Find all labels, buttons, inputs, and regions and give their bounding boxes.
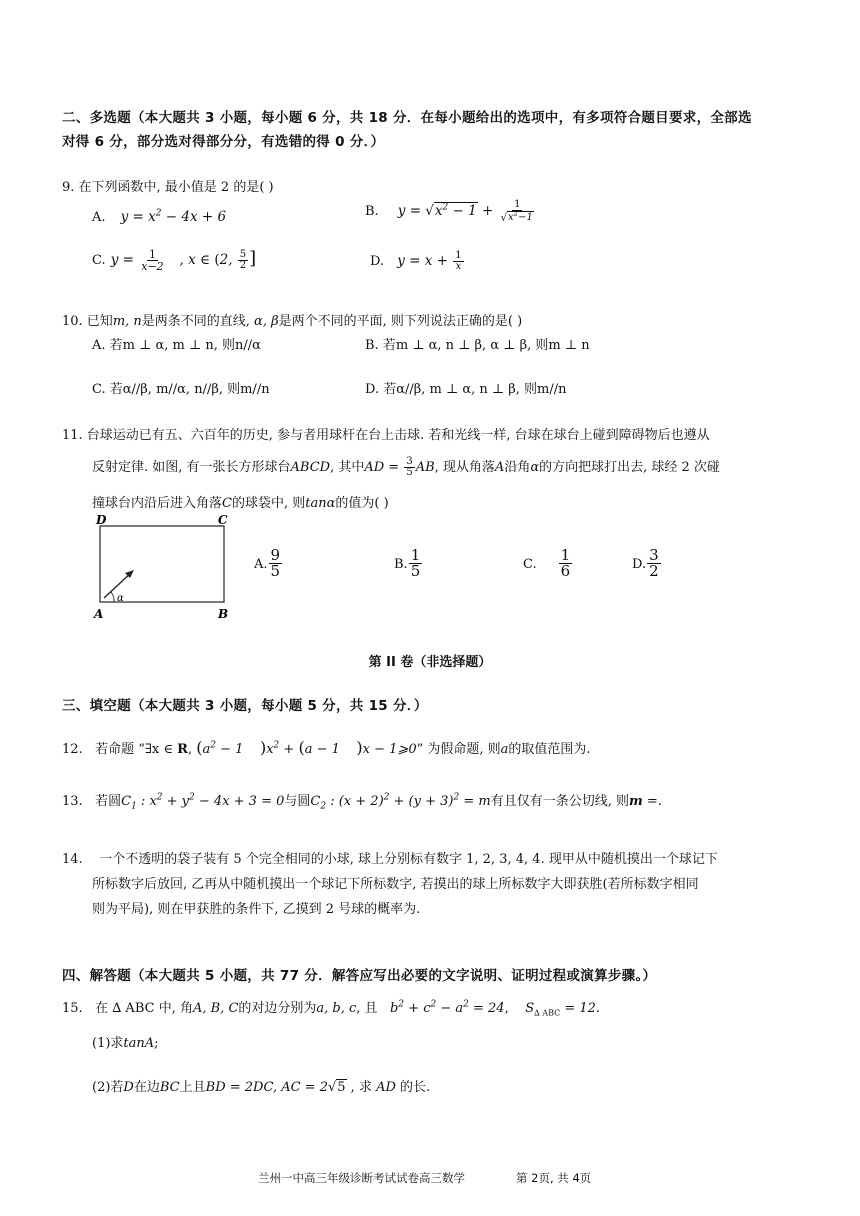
q9-option-b-formula: $y = √x^2 - 1$ + $\frac{1}{√x^2-1}$ bbox=[397, 199, 533, 224]
q11-option-c: C. $\frac{1}{6}$ bbox=[523, 546, 571, 580]
q14-line3: 则为平局), 则在甲获胜的条件下, 乙摸到 2 号球的概率为. bbox=[92, 902, 421, 917]
q9-option-a bbox=[92, 206, 226, 225]
angle-arc bbox=[111, 592, 114, 602]
corner-label-b: B bbox=[218, 607, 229, 621]
q9-option-b bbox=[365, 200, 537, 223]
section3-heading: 三、填空题（本大题共 3 小题，每小题 5 分，共 15 分．） bbox=[62, 698, 428, 714]
q9-option-c-formula: y = $\frac{1}{x-2}$ , x ∈ (2, $\frac{5}{2}$ ] bbox=[110, 248, 257, 273]
q11-option-d-label: D. bbox=[632, 557, 647, 572]
table-rectangle bbox=[100, 526, 224, 602]
section2-heading-line1: 二、多选题（本大题共 3 小题，每小题 6 分，共 18 分．在每小题给出的选项中，有多项符合题目要求，全部选 bbox=[62, 110, 752, 126]
q10-option-d: D. 若α//β, m ⊥ α, n ⊥ β, 则m//n bbox=[365, 382, 567, 397]
q9-option-c bbox=[92, 248, 256, 272]
q9-option-d-formula: y = x + $\frac{1}{x}$ bbox=[397, 250, 462, 272]
q11-option-d: D. $\frac{3}{2}$ bbox=[632, 546, 659, 580]
q13: 13. 若圆$C_1$ : $x^2 + y^2 - 4x + 3 = 0$与圆$C_2$ : $(x + 2)^2 + (y + 3)^2 = m$有且仅有一条公切线, 则m =. bbox=[62, 792, 662, 812]
q14-line1: 14. 一个不透明的袋子装有 5 个完全相同的小球, 球上分别标有数字 1, 2, 3, 4, 4. 现甲从中随机摸出一个球记下 bbox=[62, 852, 718, 867]
q11-stem-line2: 反射定律. 如图, 有一张长方形球台ABCD, 其中AD = $\frac{3}{5}$ AB, 现从角落A沿角α的方向把球打出去, 球经 2 次碰 bbox=[92, 456, 720, 478]
q9-option-a-formula: $y = x^2 - 4x + 6$ bbox=[120, 208, 227, 225]
part2-title: 第 II 卷（非选择题） bbox=[368, 655, 492, 670]
q12: 12. 若命题 “∃x ∈ R, ($a^2 - 1$ )$x^2 + (a - 1$ )x − 1⩾0” 为假命题, 则a的取值范围为. bbox=[62, 738, 591, 757]
q11-stem-line3: 撞球台内沿后进入角落C的球袋中, 则tanα的值为( ) bbox=[92, 496, 389, 511]
corner-label-d: D bbox=[96, 513, 107, 527]
q11-option-c-label: C. bbox=[523, 557, 537, 572]
q11-billiard-table-figure bbox=[90, 510, 240, 625]
q10-option-a: A. 若m ⊥ α, m ⊥ n, 则n//α bbox=[92, 338, 261, 353]
q9-option-d-label: D. bbox=[370, 254, 385, 269]
q11-option-a: A. $\frac{9}{5}$ bbox=[254, 546, 281, 580]
q9-stem: 9. 在下列函数中, 最小值是 2 的是( ) bbox=[62, 180, 274, 195]
footer-exam-title: 兰州一中高三年级诊断考试试卷高三数学 bbox=[258, 1171, 465, 1185]
angle-label-alpha: α bbox=[117, 593, 124, 604]
q9-option-d bbox=[370, 250, 465, 272]
q14-line2: 所标数字后放回, 乙再从中随机摸出一个球记下所标数字, 若摸出的球上所标数字大即获胜(若所标数字相同 bbox=[92, 877, 699, 892]
q9-option-b-label: B. bbox=[365, 204, 379, 220]
q10-stem: 10. 已知m, n是两条不同的直线, α, β是两个不同的平面, 则下列说法正确的是( ) bbox=[62, 314, 523, 329]
corner-label-a: A bbox=[94, 607, 104, 621]
q15-part2: (2)若D在边BC上且BD = 2DC, AC = 2√5 , 求 AD 的长. bbox=[92, 1080, 431, 1095]
q9-option-a-label: A. bbox=[92, 210, 106, 225]
q11-option-b-label: B. bbox=[394, 557, 408, 572]
q10-option-c: C. 若α//β, m//α, n//β, 则m//n bbox=[92, 382, 270, 397]
q15-stem: 15. 在 ∆ ABC 中, 角A, B, C的对边分别为a, b, c, 且 $b^2 + c^2 - a^2 = 24$, $S_{\Delta ABC} = 12$. bbox=[62, 999, 601, 1018]
q11-stem-line1: 11. 台球运动已有五、六百年的历史, 参与者用球杆在台上击球. 若和光线一样, 台球在球台上碰到障碍物后也遵从 bbox=[62, 428, 710, 443]
footer-page-number: 第 2页, 共 4页 bbox=[516, 1171, 592, 1185]
q10-option-b: B. 若m ⊥ α, n ⊥ β, α ⊥ β, 则m ⊥ n bbox=[365, 338, 590, 353]
corner-label-c: C bbox=[218, 513, 228, 527]
q9-option-c-label: C. bbox=[92, 253, 106, 268]
q15-part1: (1)求tanA; bbox=[92, 1036, 159, 1051]
q11-option-b: B. $\frac{1}{5}$ bbox=[394, 546, 421, 580]
section2-heading-line2: 对得 6 分，部分选对得部分分，有选错的得 0 分．） bbox=[62, 134, 385, 150]
q11-option-a-label: A. bbox=[254, 557, 268, 572]
section4-heading: 四、解答题（本大题共 5 小题，共 77 分．解答应写出必要的文字说明、证明过程或演算步骤。） bbox=[62, 968, 657, 984]
